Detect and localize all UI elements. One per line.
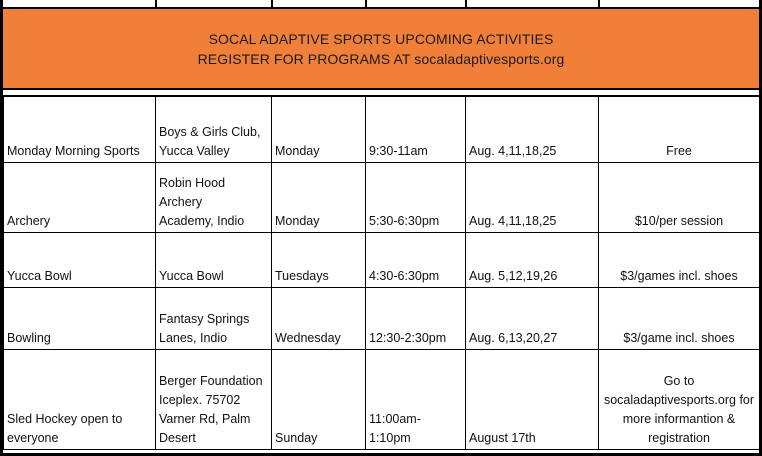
location-cell: Berger Foundation Iceplex. 75702 Varner Rd, Palm Desert (156, 350, 272, 450)
activities-table (3, 96, 760, 450)
time-cell: 5:30-6:30pm (366, 163, 466, 233)
table-row (4, 233, 760, 288)
time-cell: 9:30-11am (366, 97, 466, 163)
location-cell: Boys & Girls Club, Yucca Valley (156, 97, 272, 163)
table-row (4, 350, 760, 450)
dates-cell: Aug. 4,11,18,25 (466, 163, 599, 233)
activity-cell: Archery (4, 163, 156, 233)
banner-register-link-text: REGISTER FOR PROGRAMS AT socaladaptivesports.org (197, 50, 565, 67)
cost-cell: Free (599, 97, 760, 163)
time-cell: 11:00am-1:10pm (366, 350, 466, 450)
banner-title: SOCAL ADAPTIVE SPORTS UPCOMING ACTIVITIES (208, 30, 554, 47)
table-row (4, 288, 760, 350)
top-table-edge (3, 0, 759, 9)
activity-cell: Monday Morning Sports (4, 97, 156, 163)
column-divider (365, 0, 367, 7)
dates-cell: August 17th (466, 350, 599, 450)
day-cell: Wednesday (272, 288, 366, 350)
location-cell: Robin Hood Archery Academy, Indio (156, 163, 272, 233)
column-divider (155, 0, 157, 7)
day-cell: Tuesdays (272, 233, 366, 288)
cost-cell: $3/game incl. shoes (599, 288, 760, 350)
activity-cell: Bowling (4, 288, 156, 350)
column-divider (465, 0, 467, 7)
cost-cell: $3/games incl. shoes (599, 233, 760, 288)
day-cell: Monday (272, 97, 366, 163)
activity-cell: Sled Hockey open to everyone (4, 350, 156, 450)
activity-cell: Yucca Bowl (4, 233, 156, 288)
time-cell: 12:30-2:30pm (366, 288, 466, 350)
dates-cell: Aug. 4,11,18,25 (466, 97, 599, 163)
cost-cell: Go to socaladaptivesports.org for more informantion & registration (599, 350, 760, 450)
header-banner (3, 9, 759, 90)
table-row (4, 97, 760, 163)
time-cell: 4:30-6:30pm (366, 233, 466, 288)
day-cell: Monday (272, 163, 366, 233)
cost-cell: $10/per session (599, 163, 760, 233)
column-divider (598, 0, 600, 7)
dates-cell: Aug. 5,12,19,26 (466, 233, 599, 288)
day-cell: Sunday (272, 350, 366, 450)
location-cell: Yucca Bowl (156, 233, 272, 288)
table-row (4, 163, 760, 233)
dates-cell: Aug. 6,13,20,27 (466, 288, 599, 350)
location-cell: Fantasy Springs Lanes, Indio (156, 288, 272, 350)
column-divider (271, 0, 273, 7)
